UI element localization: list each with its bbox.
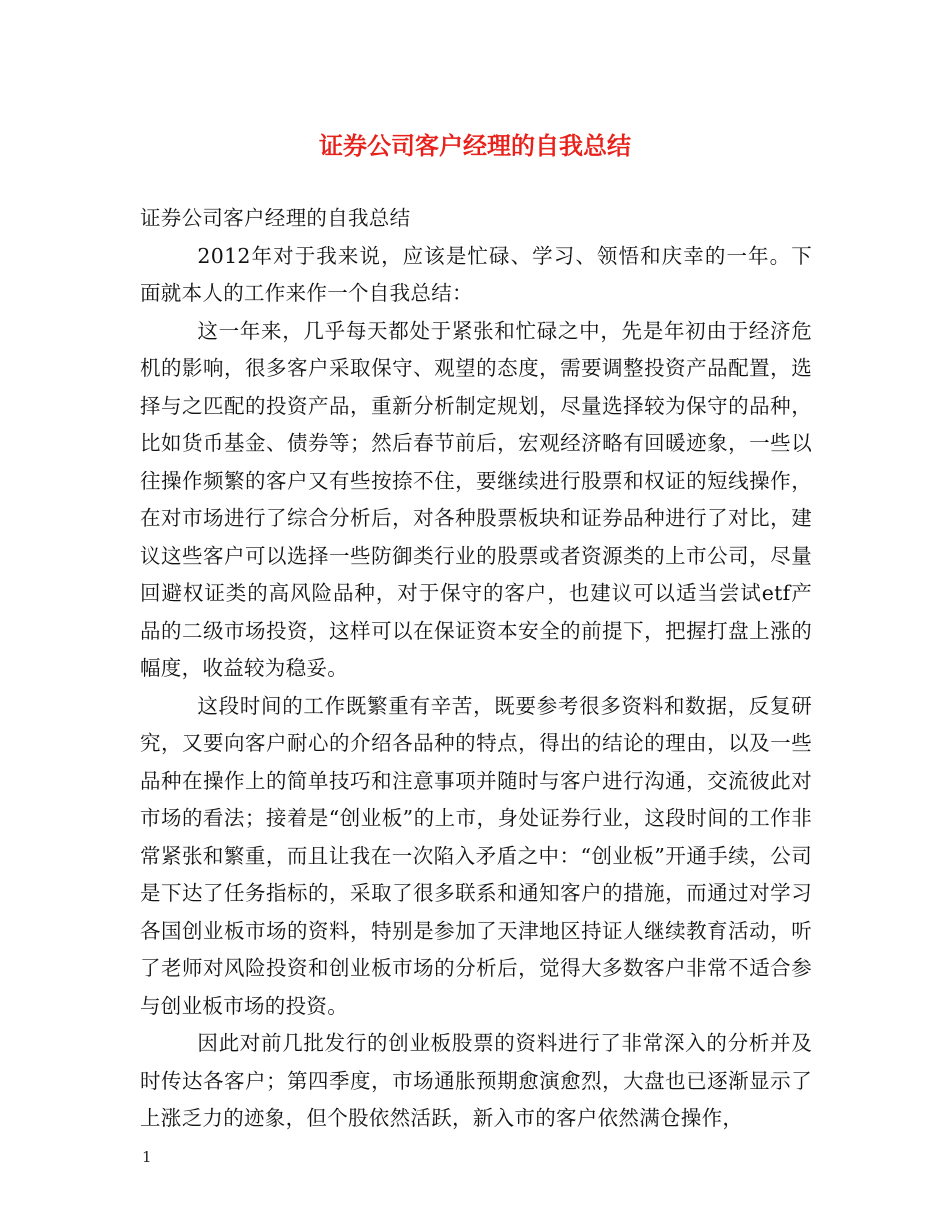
document-title: 证券公司客户经理的自我总结: [319, 132, 631, 160]
document-subtitle: 证券公司客户经理的自我总结: [140, 206, 411, 230]
paragraph-1: 2012年对于我来说，应该是忙碌、学习、领悟和庆幸的一年。下面就本人的工作来作一个自我总结：: [140, 243, 812, 305]
paragraph-3: 这段时间的工作既繁重有辛苦，既要参考很多资料和数据，反复研究，又要向客户耐心的介绍各品种的特点，得出的结论的理由，以及一些品种在操作上的简单技巧和注意事项并随时与客户进行沟通，交流彼此对市场的看法；接着是“创业板”的上市，身处证券行业，这段时间的工作非常紧张和繁重，而且让我在一次陷入矛盾之中：“创业板”开通手续，公司是下达了任务指标的，采取了很多联系和通知客户的措施，而通过对学习各国创业板市场的资料，特别是参加了天津地区持证人继续教育活动，听了老师对风险投资和创业板市场的分析后，觉得大多数客户非常不适合参与创业板市场的投资。: [140, 693, 812, 1018]
paragraph-4: 因此对前几批发行的创业板股票的资料进行了非常深入的分析并及时传达各客户；第四季度，市场通胀预期愈演愈烈，大盘也已逐渐显示了上涨乏力的迹象，但个股依然活跃，新入市的客户依然满仓操作，: [140, 1031, 812, 1130]
page-number: 1: [142, 1148, 152, 1166]
paragraph-2: 这一年来，几乎每天都处于紧张和忙碌之中，先是年初由于经济危机的影响，很多客户采取保守、观望的态度，需要调整投资产品配置，选择与之匹配的投资产品，重新分析制定规划，尽量选择较为保守的品种，比如货币基金、债券等；然后春节前后，宏观经济略有回暖迹象，一些以往操作频繁的客户又有些按捺不住，要继续进行股票和权证的短线操作，在对市场进行了综合分析后，对各种股票板块和证券品种进行了对比，建议这些客户可以选择一些防御类行业的股票或者资源类的上市公司，尽量回避权证类的高风险品种，对于保守的客户，也建议可以适当尝试etf产品的二级市场投资，这样可以在保证资本安全的前提下，把握打盘上涨的幅度，收益较为稳妥。: [140, 318, 812, 680]
document-body: [140, 200, 812, 1138]
